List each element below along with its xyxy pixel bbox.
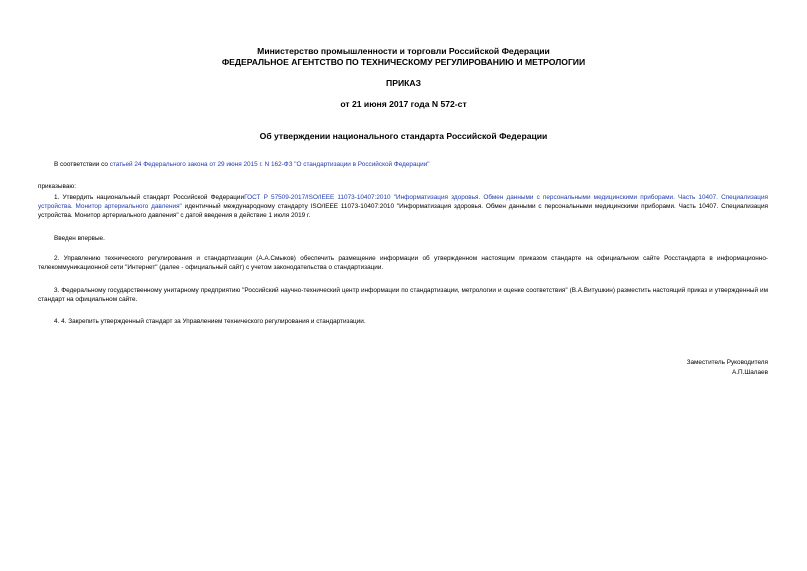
document-date-number: от 21 июня 2017 года N 572-ст bbox=[340, 99, 467, 109]
intro-paragraph bbox=[38, 160, 768, 169]
signatory-name: А.П.Шалаев bbox=[731, 369, 768, 376]
item-1-suffix: идентичный международному стандарту ISO/IEEE 11073-10407:2010 "Информатизация здоровья. Обмен данными с персональными медицинскими приборами. Часть 10407. Специализация устройства. Монитор артериального давления" с датой введения в действие 1 июля 2019 г. bbox=[38, 203, 768, 220]
signatory-position: Заместитель Руководителя bbox=[686, 359, 768, 366]
item-3-paragraph: 3. Федеральному государственному унитарному предприятию "Российский научно-технический центр информации по стандартизации, метрологии и оценке соответствия" (В.А.Витушкин) разместить настоящий приказ и утвержденный им стандарт на официальном сайте. bbox=[38, 287, 768, 304]
standard-link[interactable]: ГОСТ Р 57509-2017/ISO/IEEE 11073-10407:2010 "Информатизация здоровья. Обмен данными с персональными медицинскими приборами. Часть 10407. Специализация устройства. Монитор артериального давления" bbox=[38, 194, 768, 211]
item-2-paragraph: 2. Управлению технического регулирования и стандартизации (А.А.Смыков) обеспечить размещение информации об утвержденном настоящим приказом стандарте на официальном сайте Росстандарта в информационно-телекоммуникационной сети "Интернет" (далее - официальный сайт) с учетом законодательства о стандартизации. bbox=[38, 255, 768, 272]
intro-prefix: В соответствии со bbox=[54, 161, 110, 168]
item-1-prefix: 1. Утвердить национальный стандарт Российской Федерации bbox=[54, 194, 245, 201]
law-link[interactable]: статьей 24 Федерального закона от 29 июня 2015 г. N 162-ФЗ "О стандартизации в Российской Федерации" bbox=[109, 161, 430, 168]
document-type: ПРИКАЗ bbox=[386, 78, 421, 88]
agency-title: ФЕДЕРАЛЬНОЕ АГЕНТСТВО ПО ТЕХНИЧЕСКОМУ РЕГУЛИРОВАНИЮ И МЕТРОЛОГИИ bbox=[221, 57, 586, 67]
item-4-paragraph: 4. 4. Закрепить утвержденный стандарт за Управлением технического регулирования и стандартизации. bbox=[54, 318, 366, 325]
ministry-title: Министерство промышленности и торговли Российской Федерации bbox=[257, 46, 550, 56]
introduced-first-time: Введен впервые. bbox=[54, 235, 105, 242]
item-1-paragraph bbox=[38, 193, 768, 221]
orders-line: приказываю: bbox=[38, 183, 76, 190]
document-subject: Об утверждении национального стандарта Российской Федерации bbox=[259, 131, 548, 141]
